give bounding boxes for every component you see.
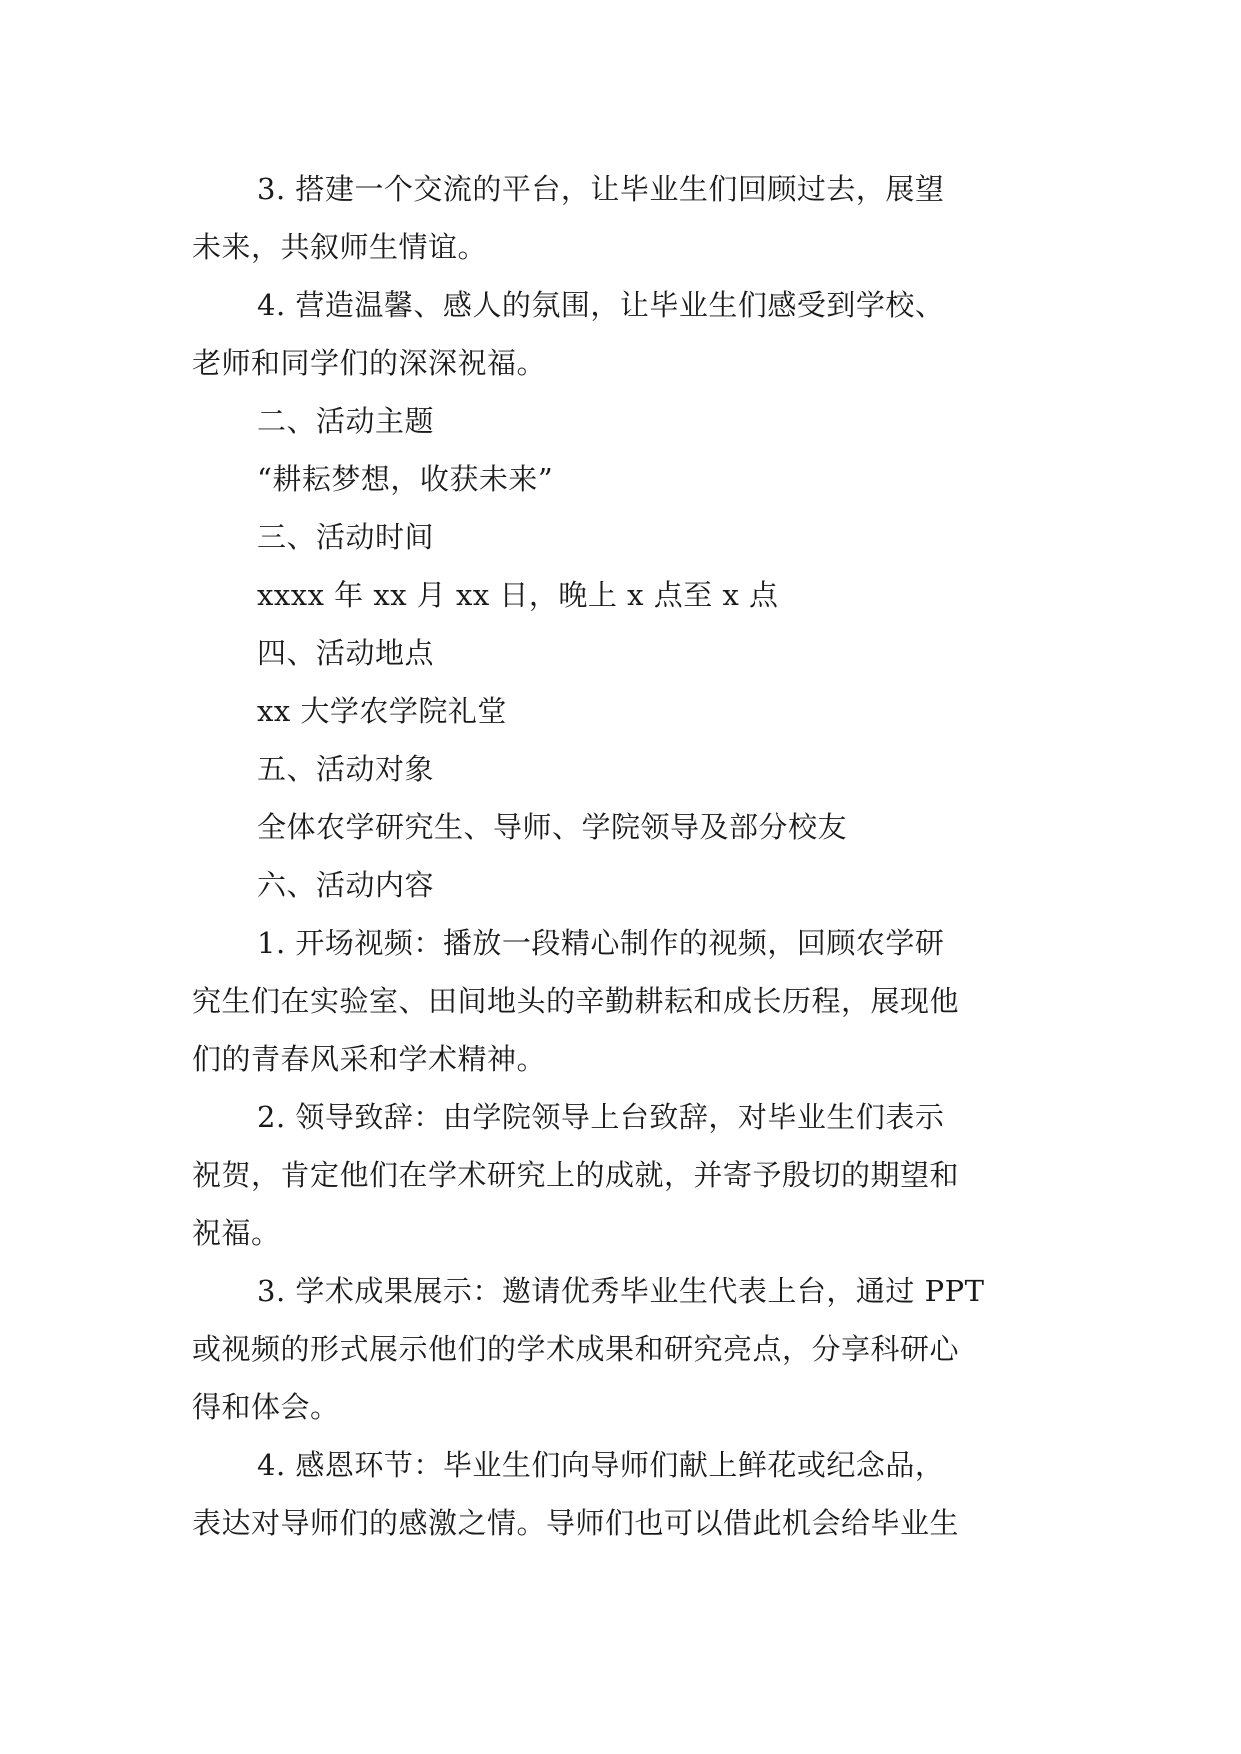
paragraph-line: 未来，共叙师生情谊。	[192, 230, 488, 264]
paragraph-line: 2. 领导致辞：由学院领导上台致辞，对毕业生们表示	[257, 1100, 945, 1134]
paragraph-line: 4. 感恩环节：毕业生们向导师们献上鲜花或纪念品，	[257, 1448, 945, 1482]
section-heading: 五、活动对象	[257, 752, 435, 786]
section-heading: 三、活动时间	[257, 520, 435, 554]
paragraph-line: xx 大学农学院礼堂	[257, 694, 507, 728]
paragraph-line: 祝福。	[192, 1216, 281, 1250]
paragraph-line: 究生们在实验室、田间地头的辛勤耕耘和成长历程，展现他	[192, 984, 960, 1018]
paragraph-line: 或视频的形式展示他们的学术成果和研究亮点，分享科研心	[192, 1332, 960, 1366]
section-heading: 二、活动主题	[257, 404, 435, 438]
paragraph-line: 祝贺，肯定他们在学术研究上的成就，并寄予殷切的期望和	[192, 1158, 960, 1192]
section-heading: 四、活动地点	[257, 636, 435, 670]
document-body	[192, 160, 1048, 1552]
paragraph-line: 1. 开场视频：播放一段精心制作的视频，回顾农学研	[257, 926, 945, 960]
paragraph-line: 得和体会。	[192, 1390, 340, 1424]
paragraph-line: 们的青春风采和学术精神。	[192, 1042, 547, 1076]
section-heading: 六、活动内容	[257, 868, 435, 902]
paragraph-line: 4. 营造温馨、感人的氛围，让毕业生们感受到学校、	[257, 288, 945, 322]
paragraph-line: “耕耘梦想，收获未来”	[257, 462, 554, 496]
paragraph-line: xxxx 年 xx 月 xx 日，晚上 x 点至 x 点	[257, 578, 779, 612]
paragraph-line: 老师和同学们的深深祝福。	[192, 346, 547, 380]
paragraph-line: 3. 学术成果展示：邀请优秀毕业生代表上台，通过 PPT	[257, 1274, 985, 1308]
paragraph-line: 3. 搭建一个交流的平台，让毕业生们回顾过去，展望	[257, 172, 945, 206]
paragraph-line: 全体农学研究生、导师、学院领导及部分校友	[257, 810, 848, 844]
paragraph-line: 表达对导师们的感激之情。导师们也可以借此机会给毕业生	[192, 1506, 960, 1540]
